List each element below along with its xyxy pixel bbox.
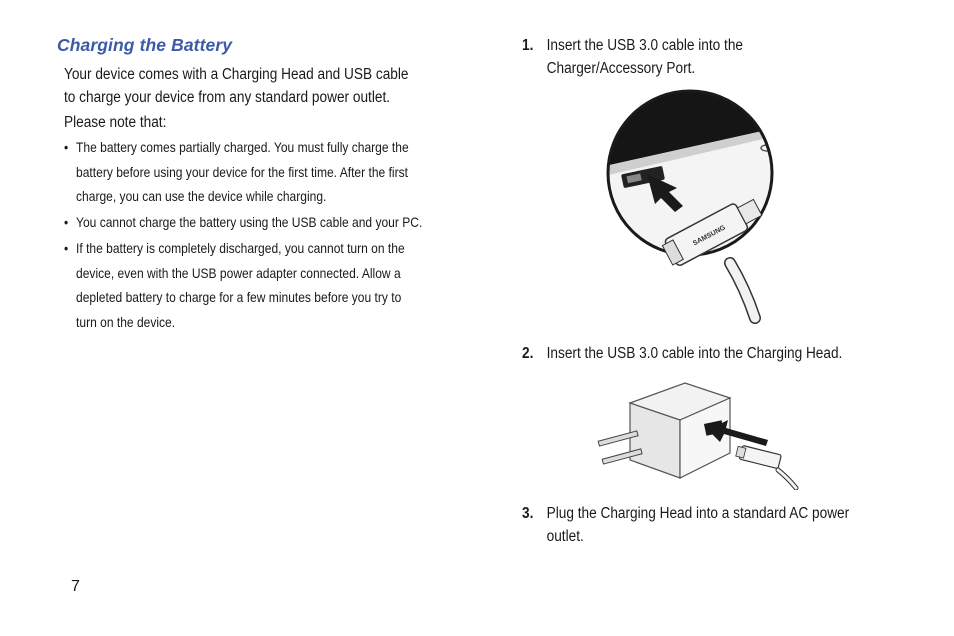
bullet-text: You cannot charge the battery using the USB cable and your PC. bbox=[76, 214, 423, 230]
intro-paragraph: Your device comes with a Charging Head and USB cable to charge your device from any standard power outlet. bbox=[64, 66, 409, 106]
bullet-icon: • bbox=[64, 214, 69, 230]
step-number: 2. bbox=[522, 345, 534, 362]
note-lead-in: Please note that: bbox=[64, 114, 167, 131]
step-1 bbox=[522, 34, 856, 80]
brand-logo: SAMSUNG bbox=[691, 224, 727, 248]
step-3 bbox=[522, 502, 856, 548]
bullet-item-pc-charging bbox=[64, 210, 425, 235]
page-number: 7 bbox=[71, 578, 80, 595]
step-text: Plug the Charging Head into a standard AC power outlet. bbox=[546, 505, 850, 545]
bullet-icon: • bbox=[64, 139, 69, 155]
step-2 bbox=[522, 342, 856, 365]
step-text: Insert the USB 3.0 cable into the Charging Head. bbox=[546, 345, 843, 362]
bullet-text: If the battery is completely discharged, you cannot turn on the device, even with the USB power adapter connected. Allow a depleted battery to charge for a few minutes before you try to turn on the device. bbox=[76, 240, 405, 330]
device-port-illustration bbox=[605, 88, 785, 333]
bullet-text: The battery comes partially charged. You must fully charge the battery before using your device for the first time. After the first charge, you can use the device while charging. bbox=[76, 139, 409, 204]
bullet-item-discharged bbox=[64, 236, 425, 334]
bullet-icon: • bbox=[64, 240, 69, 256]
step-number: 1. bbox=[522, 37, 534, 54]
charging-head-illustration bbox=[590, 378, 810, 490]
section-title: Charging the Battery bbox=[57, 35, 233, 55]
step-text: Insert the USB 3.0 cable into the Charger/Accessory Port. bbox=[546, 37, 744, 77]
step-number: 3. bbox=[522, 505, 534, 522]
bullet-item-partial-charge bbox=[64, 135, 425, 209]
